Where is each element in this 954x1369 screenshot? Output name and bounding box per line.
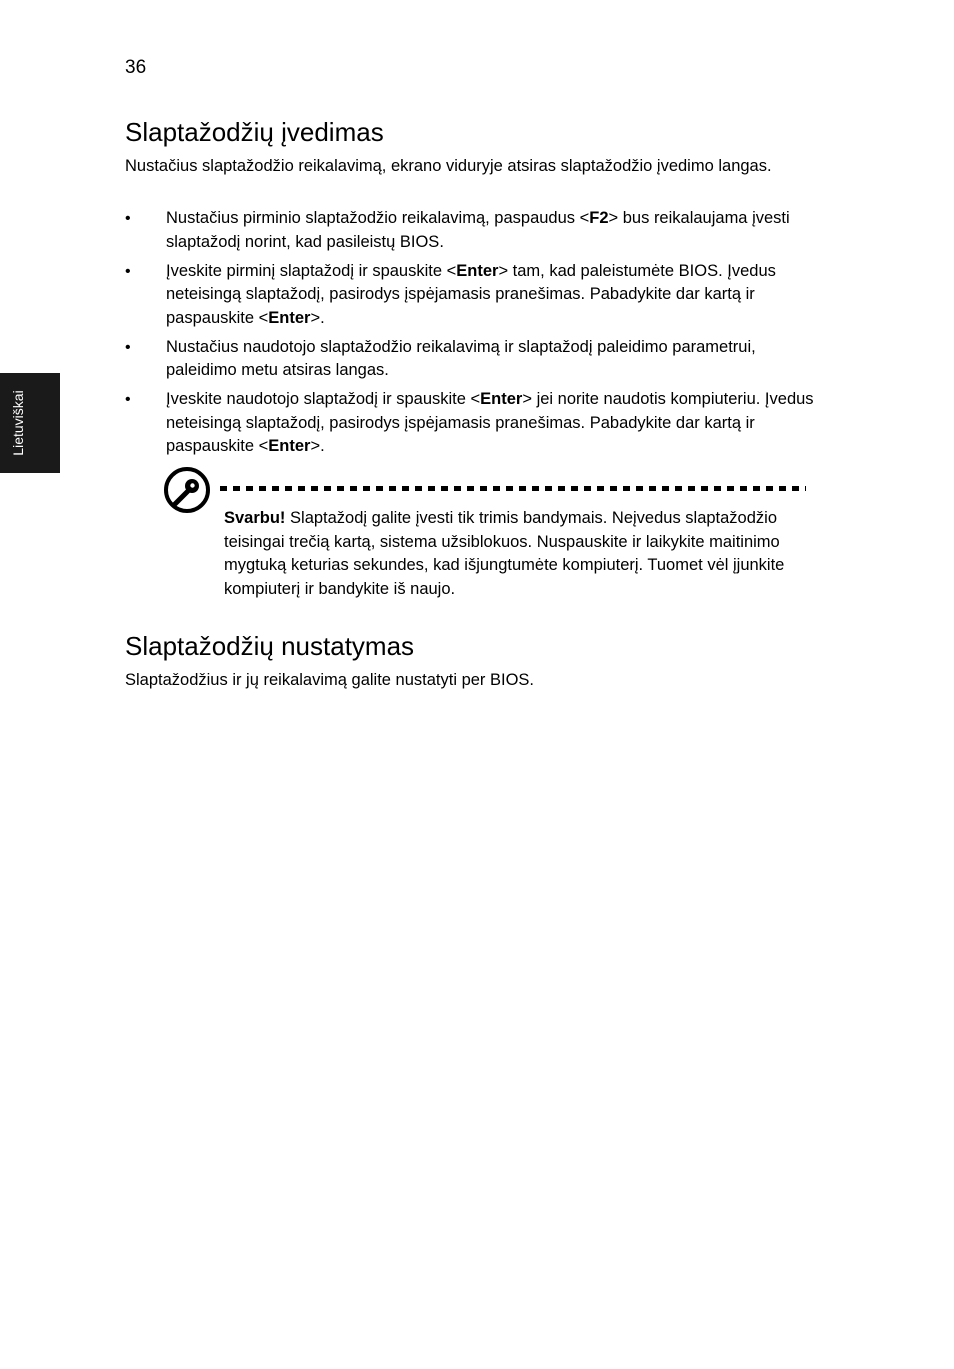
setup-paragraph: Slaptažodžius ir jų reikalavimą galite nustatyti per BIOS. — [125, 671, 535, 689]
important-note — [224, 507, 804, 601]
language-tab-label: Lietuviškai — [10, 390, 26, 456]
note-label: Svarbu! — [224, 509, 286, 527]
list-item: • Įveskite pirminį slaptažodį ir spauskite <Enter> tam, kad paleistumėte BIOS. Įvedus neteisingą slaptažodį, pasirodys įspėjamasis pranešimas. Pabadykite dar kartą ir paspauskite <Enter>. — [125, 261, 776, 327]
page-number: 36 — [125, 57, 147, 78]
bullet-list — [125, 207, 815, 464]
section-heading-password-setup: Slaptažodžių nustatymas — [125, 631, 415, 661]
key-label: F2 — [589, 209, 609, 227]
note-body: Slaptažodį galite įvesti tik trimis bandymais. Neįvedus slaptažodžio teisingai trečią kartą, sistema užsiblokuos. Nuspauskite ir laikykite maitinimo mygtuką keturias sekundes, kad išjungtumėte kompiuterį. Tuomet vėl įjunkite kompiuterį ir bandykite iš naujo. — [224, 509, 785, 598]
bullet-icon: • — [125, 210, 131, 227]
note-dotted-divider — [220, 486, 806, 491]
language-side-tab — [0, 373, 60, 473]
list-item: • Įveskite naudotojo slaptažodį ir spauskite <Enter> jei norite naudotis kompiuteriu. Įvedus neteisingą slaptažodį, pasirodys įspėjamasis pranešimas. Pabadykite dar kartą ir paspauskite <Enter>. — [125, 390, 814, 455]
bullet-icon: • — [125, 391, 131, 408]
key-label: Enter — [268, 437, 311, 455]
key-label: Enter — [480, 390, 523, 408]
bullet-icon: • — [125, 338, 131, 356]
key-label: Enter — [268, 308, 311, 327]
section-heading-password-entry: Slaptažodžių įvedimas — [125, 117, 384, 147]
list-item: • Nustačius pirminio slaptažodžio reikalavimą, paspaudus <F2> bus reikalaujama įvesti slaptažodį norint, kad pasileistų BIOS. — [125, 209, 790, 251]
key-label: Enter — [456, 261, 499, 280]
list-item: • Nustačius naudotojo slaptažodžio reikalavimą ir slaptažodį paleidimo parametrui, paleidimo metu atsiras langas. — [125, 337, 756, 379]
bullet-icon: • — [125, 262, 131, 280]
intro-paragraph: Nustačius slaptažodžio reikalavimą, ekrano viduryje atsiras slaptažodžio įvedimo langas. — [125, 157, 772, 175]
key-icon — [163, 466, 211, 514]
